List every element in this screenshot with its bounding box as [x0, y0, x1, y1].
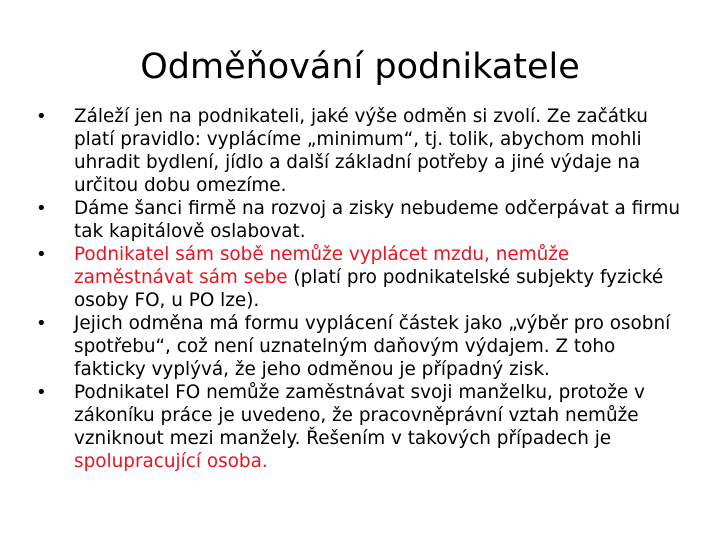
- bullet-text: Podnikatel FO nemůže zaměstnávat svoji manželku, protože v zákoníku práce je uvedeno, že pracovněprávní vztah nemůže vzniknout mezi manžely. Řešením v takových případech je: [74, 382, 645, 449]
- bullet-text: Záleží jen na podnikateli, jaké výše odměn si zvolí. Ze začátku platí pravidlo: vyplácíme „minimum“, tj. tolik, abychom mohli uhradit bydlení, jídlo a další základní potřeby a jiné výdaje na určitou dobu omezíme.: [74, 106, 648, 196]
- bullet-item-4: [36, 312, 686, 381]
- bullet-highlight-text: spolupracující osoba.: [74, 451, 268, 472]
- bullet-item-2: [36, 197, 686, 243]
- bullet-icon: •: [36, 106, 47, 127]
- bullet-text: Dáme šanci firmě na rozvoj a zisky nebudeme odčerpávat a firmu tak kapitálově oslabovat.: [74, 198, 681, 242]
- bullet-item-1: [36, 105, 686, 197]
- bullet-list: [36, 105, 686, 473]
- bullet-text: Jejich odměna má formu vyplácení částek jako „výběr pro osobní spotřebu“, což není uznatelným daňovým výdajem. Z toho fakticky vyplývá, že jeho odměnou je případný zisk.: [74, 313, 671, 380]
- bullet-item-3: [36, 243, 686, 312]
- bullet-item-5: [36, 381, 686, 473]
- bullet-icon: •: [36, 382, 47, 403]
- bullet-highlight-text: Podnikatel sám sobě nemůže vyplácet mzdu, nemůže zaměstnávat sám sebe: [74, 244, 570, 288]
- bullet-icon: •: [36, 198, 47, 219]
- slide-title: Odměňování podnikatele: [140, 47, 580, 87]
- bullet-icon: •: [36, 313, 47, 334]
- bullet-icon: •: [36, 244, 47, 265]
- bullet-text: (platí pro podnikatelské subjekty fyzické osoby FO, u PO lze).: [74, 267, 664, 311]
